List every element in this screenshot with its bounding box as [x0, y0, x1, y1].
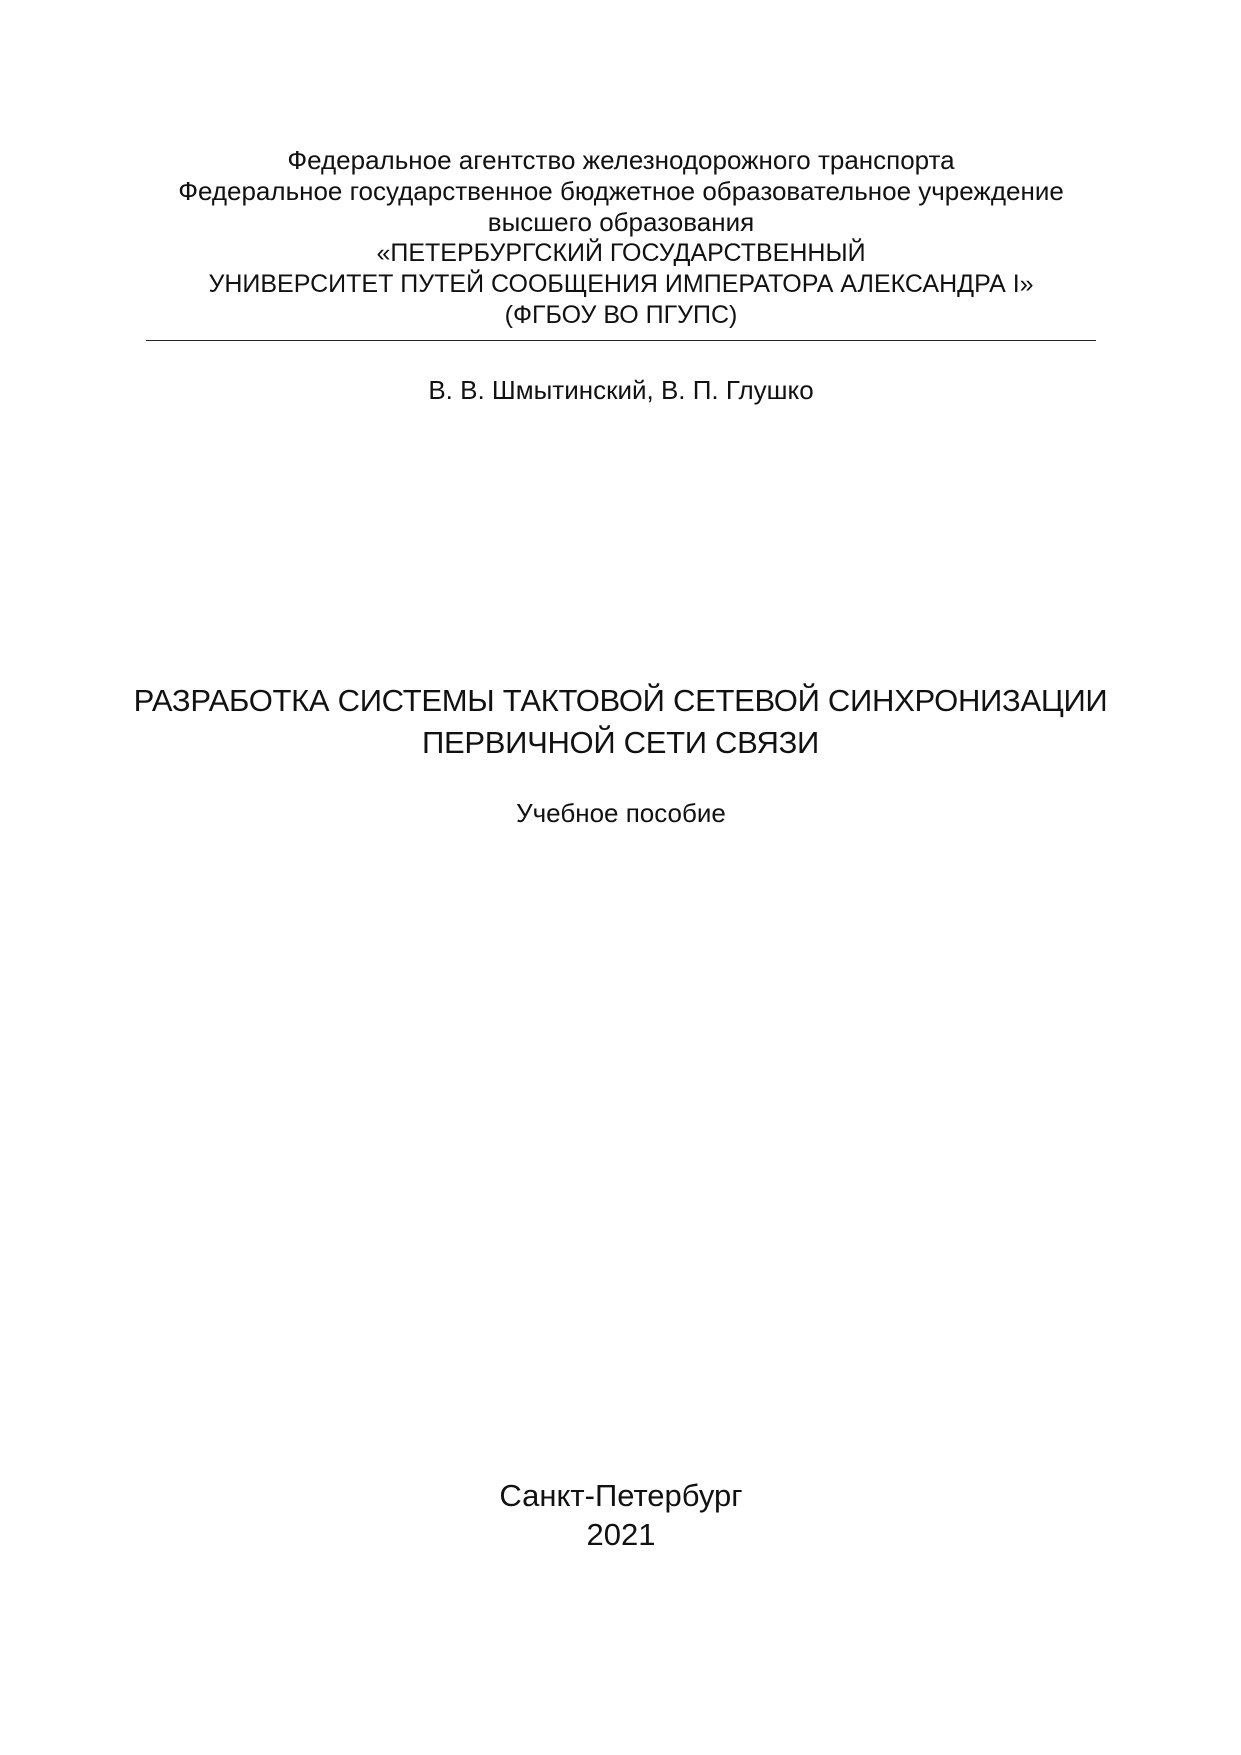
imprint-year: 2021: [586, 1517, 656, 1552]
university-name-line-2: УНИВЕРСИТЕТ ПУТЕЙ СООБЩЕНИЯ ИМПЕРАТОРА АЛЕКСАНДРА I»: [208, 270, 1034, 298]
university-name-line-1: «ПЕТЕРБУРГСКИЙ ГОСУДАРСТВЕННЫЙ: [376, 239, 866, 267]
authors: В. В. Шмытинский, В. П. Глушко: [428, 375, 814, 405]
institution-type-line: Федеральное государственное бюджетное образовательное учреждение: [178, 176, 1064, 206]
book-title-line-1: РАЗРАБОТКА СИСТЕМЫ ТАКТОВОЙ СЕТЕВОЙ СИНХРОНИЗАЦИИ: [133, 683, 1108, 718]
book-title: [100, 680, 1141, 764]
agency-line: Федеральное агентство железнодорожного транспорта: [287, 145, 955, 175]
imprint-city: Санкт-Петербург: [499, 1478, 743, 1513]
header-divider: [146, 340, 1096, 341]
book-title-line-2: ПЕРВИЧНОЙ СЕТИ СВЯЗИ: [422, 725, 819, 760]
book-subtitle: Учебное пособие: [516, 798, 726, 828]
imprint: [146, 1476, 1096, 1554]
university-abbreviation: (ФГБОУ ВО ПГУПС): [504, 301, 738, 329]
institution-header: [146, 145, 1096, 331]
education-level-line: высшего образования: [487, 207, 755, 237]
